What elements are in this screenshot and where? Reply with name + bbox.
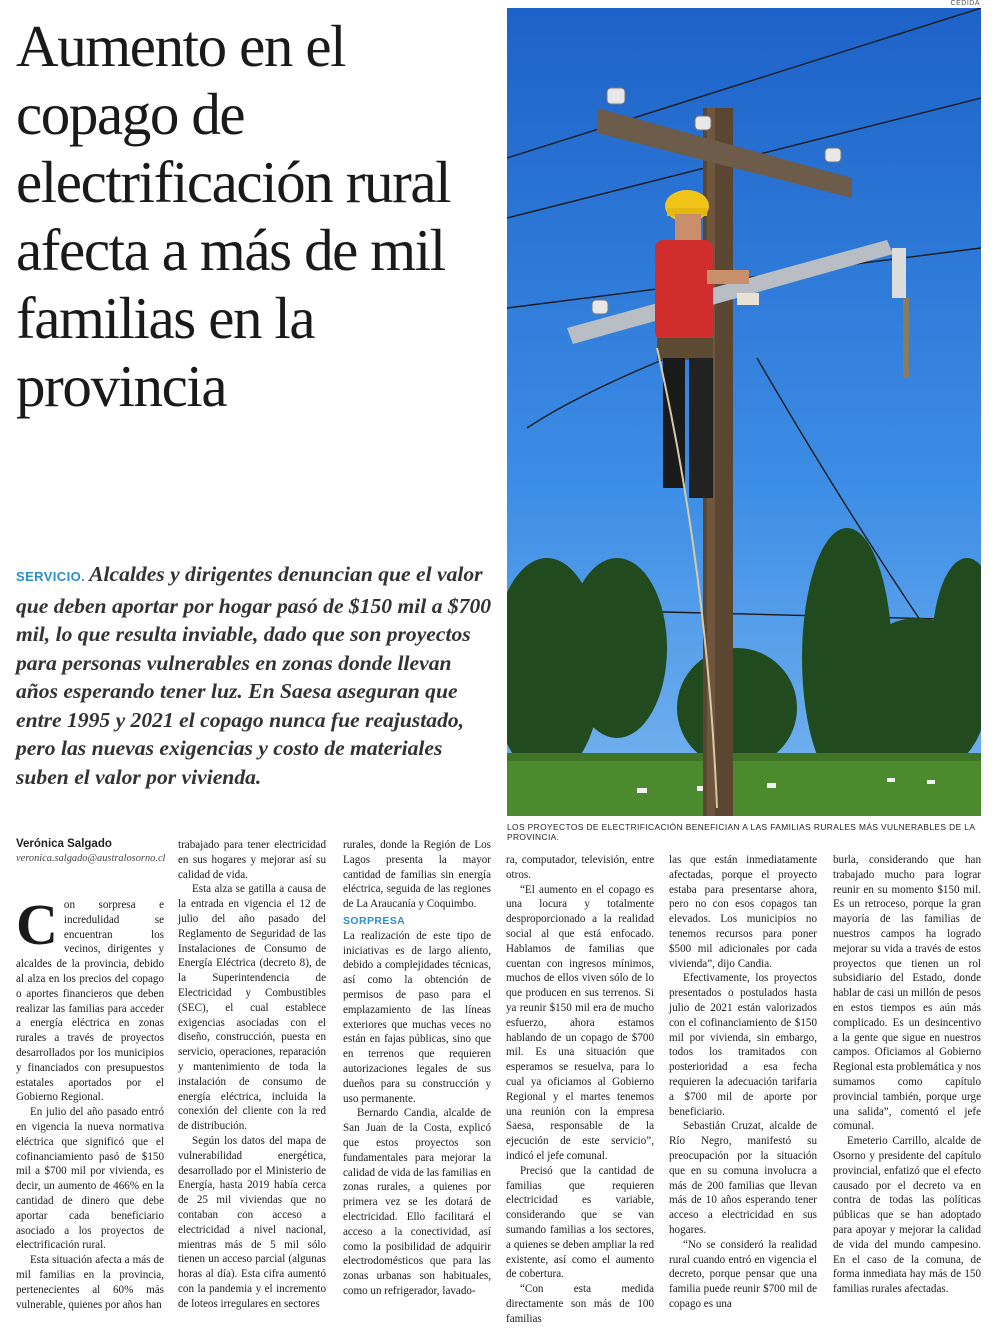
body-paragraph: Esta alza se gatilla a causa de la entrada en vigencia el 12 de julio del año pasado del Reglamento de Seguridad de las Instalaciones de Consumo de Energía Eléctrica (decreto 8), de la Superintendencia de Electricidad y Combustibles (SEC), el cual establece exigencias asociadas con el diseño, construcción, puesta en servicio, operaciones, reparación y mantenimiento de toda la instalación de consumo de energía eléctrica, incluida la conexión del cliente con la red de distribución. [178, 883, 326, 1133]
body-paragraph: En julio del año pasado entró en vigencia la nueva normativa eléctrica que significó que el cofinanciamiento pasó de $150 mil a $700 mil por vivienda, es decir, un aumento de 466% en la cantidad de dinero que debe aportar cada beneficiario asociado a los proyectos de electrificación rural. [16, 1106, 164, 1252]
body-paragraph: rurales, donde la Región de Los Lagos presenta la mayor cantidad de familias sin energía eléctrica, seguida de las regiones de La Araucanía y Coquimbo. [343, 839, 491, 911]
body-paragraph: Según los datos del mapa de vulnerabilidad energética, desarrollado por el Ministerio de Energía, hasta 2019 había cerca de 25 mil viviendas que no contaban con acceso a electricidad a nivel nacional, mientras más de 5 mil sólo tienen un acceso parcial (algunas horas al día). Esta cifra aumentó con la pandemia y el incremento de loteos irregulares en sectores [178, 1134, 326, 1310]
body-paragraph: “No se consideró la realidad rural cuando entró en vigencia el decreto, porque pensar que una familia puede reunir $700 mil de copago es una [669, 1238, 817, 1310]
body-paragraph: Sebastián Cruzat, alcalde de Río Negro, manifestó su preocupación por la situación que en su comuna involucra a más de 200 familias que llevan más de 10 años esperando tener acceso a electricidad en sus hogares. [669, 1120, 817, 1236]
subhead: SORPRESA [343, 914, 406, 927]
body-paragraph: Bernardo Candia, alcalde de San Juan de la Costa, explicó que estos proyectos son fundamentales para mejorar la calidad de vida de las familias en zonas rurales, a quienes por primera vez se les dotará de electricidad. Ello facilitará el acceso a la conectividad, así como la posibilidad de adquirir electrodomésticos que para las zonas urbanas son habituales, como un refrigerador, lavado- [343, 1107, 491, 1297]
body-paragraph: Emeterio Carrillo, alcalde de Osorno y presidente del capítulo provincial, enfatizó que el efecto causado por el decreto va en contra de todas las políticas públicas que se han adoptado para apoyar y mejorar la calidad de vida del mundo campesino. En el caso de la comuna, de forma inmediata hay más de 150 familias rurales afectadas. [833, 1135, 981, 1296]
body-paragraph: Precisó que la cantidad de familias que requieren electricidad es variable, considerando que se van sumando familias a los sectores, a quienes se deben ampliar la red existente, así como el aumento de cobertura. [506, 1164, 654, 1281]
author-name: Verónica Salgado [16, 838, 112, 850]
byline [16, 838, 166, 864]
article-photo [507, 8, 981, 816]
body-paragraph: las que están inmediatamente afectadas, porque el proyecto estaba para presentarse ahora, pero no con esos copagos tan elevados. Los municipios no tenemos recursos para poner $500 mil adicionales por cada vivienda”, dijo Candia. [669, 854, 817, 970]
body-paragraph: Efectivamente, los proyectos presentados o postulados hasta julio de 2021 están valorizados con el cofinanciamiento de $150 mil por vivienda, sin embargo, todos los tramitados con posterioridad a esa fecha requieren la adecuación tarifaria a $700 mil de aporte por beneficiario. [669, 972, 817, 1118]
body-paragraph: trabajado para tener electricidad en sus hogares y mejorar así su calidad de vida. [178, 839, 326, 881]
body-column-1 [16, 892, 164, 1312]
body-paragraph: La realización de este tipo de iniciativas es de largo aliento, debido a complejidades técnicas, así como la obtención de permisos de paso para el emplazamiento de las líneas exteriores que muchas veces no están en fajas públicas, sino que en terrenos que requieren autorizaciones legales de sus dueños para su construcción y uso permanente. [343, 929, 491, 1105]
author-email[interactable]: veronica.salgado@australosorno.cl [16, 853, 166, 864]
headline: Aumento en el copago de electrificación rural afecta a más de mil familias en la provincia [16, 13, 451, 419]
photo-credit: CEDIDA [950, 0, 980, 7]
body-paragraph: burla, considerando que han trabajado mucho para lograr reunir en su momento $150 mil. Es un retroceso, porque la gran mayoría de las familias de nuestros campos ha logrado mejorar su vida a través de estos proyectos que tienen un rol subsidiario del Estado, donde hablar de casi un millón de pesos en estos tiempos es aún más complicado. Es un desincentivo a la gente que sigue en nuestros campos. Oficiamos al Gobierno Regional esta problemática y nos sumamos como capítulo provincial también, porque urge una salida”, comentó el jefe comunal. [833, 854, 981, 1133]
photo-caption: LOS PROYECTOS DE ELECTRIFICACIÓN BENEFICIAN A LAS FAMILIAS RURALES MÁS VULNERABLES DE LA PROVINCIA. [507, 822, 975, 842]
lead-kicker: SERVICIO. [16, 569, 86, 584]
body-column-2 [178, 838, 326, 1312]
body-paragraph: ra, computador, televisión, entre otros. [506, 854, 654, 881]
drop-cap: C [16, 892, 58, 957]
body-paragraph: “Con esta medida directamente son más de 100 familias [506, 1283, 654, 1325]
body-paragraph: Esta situación afecta a más de mil familias en la provincia, pertenecientes al 60% más vulnerable, quienes por años han [16, 1254, 164, 1311]
body-column-5 [669, 853, 817, 1312]
body-paragraph: “El aumento en el copago es una locura y totalmente desproporcionado a la realidad social al que está enfocado. Hablamos de familias que cuentan con ingresos mínimos, muchos de ellos viven sólo de lo que producen en sus terrenos. Si ya reunir $150 mil era de mucho esfuerzo, ahora estamos hablando de un copago de $700 mil. Es una situación que esperamos se resuelva, para lo cual ya oficiamos al Gobierno Regional y el martes tenemos una reunión con la empresa Saesa, responsable de la ejecución de este servicio”, indicó el jefe comunal. [506, 883, 654, 1162]
lead-text: Alcaldes y dirigentes denuncian que el valor que deben aportar por hogar pasó de $150 mil a $700 mil, lo que resulta inviable, dado que son proyectos para personas vulnerables en zonas donde llevan años esperando tener luz. En Saesa aseguran que entre 1995 y 2021 el copago nunca fue reajustado, pero las nuevas exigencias y costo de materiales suben el valor por vivienda. [16, 562, 492, 789]
lead-paragraph [16, 560, 496, 791]
body-column-3 [343, 838, 491, 1299]
body-column-4 [506, 853, 654, 1327]
body-paragraph: Con sorpresa e incredulidad se encuentran los vecinos, dirigentes y alcaldes de la provincia, debido al alza en los precios del copago o aportes financieros que deben realizar las familias para acceder a energía eléctrica en zonas rurales a través de proyectos desarrollados por los municipios y financiados con presupuestos estatales aportados por el Gobierno Regional. [16, 892, 164, 1104]
body-column-6 [833, 853, 981, 1297]
